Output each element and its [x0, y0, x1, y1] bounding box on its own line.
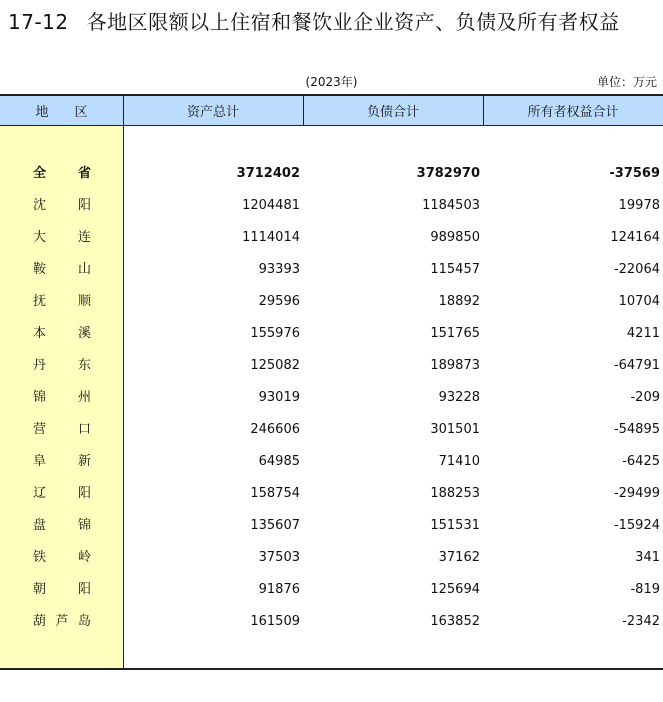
table-row — [0, 606, 663, 638]
assets-cell: 91876 — [258, 582, 300, 597]
region-char: 锦 — [77, 518, 91, 533]
equity-cell: 19978 — [618, 198, 660, 213]
region-name — [33, 446, 91, 478]
region-char: 营 — [33, 422, 47, 437]
region-char: 阳 — [77, 486, 91, 501]
table-row — [0, 382, 663, 414]
assets-cell: 125082 — [250, 358, 300, 373]
header-region: 地 区 — [35, 104, 88, 120]
liabilities-cell: 18892 — [438, 294, 480, 309]
table-bottom-rule — [0, 668, 663, 670]
region-char: 省 — [77, 166, 91, 181]
header-assets: 资产总计 — [186, 104, 239, 120]
liabilities-cell: 93228 — [438, 390, 480, 405]
region-char: 辽 — [33, 486, 47, 501]
header-bottom-rule — [0, 125, 663, 126]
assets-cell: 29596 — [258, 294, 300, 309]
equity-cell: -22064 — [613, 262, 660, 277]
liabilities-cell: 37162 — [438, 550, 480, 565]
region-char: 盘 — [33, 518, 47, 533]
region-name — [33, 606, 91, 638]
equity-cell: 10704 — [618, 294, 660, 309]
header-liabilities: 负债合计 — [366, 104, 419, 120]
equity-cell: -37569 — [609, 166, 660, 181]
region-char: 铁 — [33, 550, 47, 565]
region-char: 新 — [77, 454, 91, 469]
assets-cell: 158754 — [250, 486, 300, 501]
liabilities-cell: 151531 — [430, 518, 480, 533]
liabilities-cell: 125694 — [430, 582, 480, 597]
region-name — [33, 286, 91, 318]
region-name — [33, 318, 91, 350]
region-char: 全 — [33, 166, 47, 181]
region-name — [33, 350, 91, 382]
region-name — [33, 478, 91, 510]
equity-cell: -819 — [630, 582, 660, 597]
header-equity: 所有者权益合计 — [527, 104, 619, 120]
region-char: 顺 — [77, 294, 91, 309]
column-divider — [303, 95, 304, 126]
region-name — [33, 190, 91, 222]
assets-cell: 93019 — [258, 390, 300, 405]
table-row — [0, 286, 663, 318]
assets-cell: 155976 — [250, 326, 300, 341]
table-row — [0, 254, 663, 286]
equity-cell: 341 — [635, 550, 660, 565]
region-char: 山 — [77, 262, 91, 277]
assets-cell: 37503 — [258, 550, 300, 565]
region-name — [33, 222, 91, 254]
assets-cell: 135607 — [250, 518, 300, 533]
region-char: 东 — [77, 358, 91, 373]
region-char: 口 — [77, 422, 91, 437]
region-char: 大 — [33, 230, 47, 245]
liabilities-cell: 115457 — [430, 262, 480, 277]
region-char: 芦 — [55, 614, 69, 629]
table-row — [0, 510, 663, 542]
assets-cell: 1114014 — [242, 230, 300, 245]
region-char: 阳 — [77, 198, 91, 213]
year-label: (2023年) — [305, 75, 358, 89]
table-row — [0, 478, 663, 510]
equity-cell: 4211 — [626, 326, 660, 341]
region-char: 本 — [33, 326, 47, 341]
region-char: 连 — [77, 230, 91, 245]
equity-cell: -15924 — [613, 518, 660, 533]
liabilities-cell: 989850 — [430, 230, 480, 245]
assets-cell: 161509 — [250, 614, 300, 629]
region-char: 阳 — [77, 582, 91, 597]
unit-label: 单位：万元 — [596, 75, 657, 89]
column-divider — [483, 95, 484, 126]
equity-cell: 124164 — [610, 230, 660, 245]
page-title — [8, 6, 620, 35]
liabilities-cell: 71410 — [438, 454, 480, 469]
region-char: 葫 — [33, 614, 47, 629]
table-row — [0, 222, 663, 254]
liabilities-cell: 163852 — [430, 614, 480, 629]
table-row — [0, 190, 663, 222]
table-row — [0, 350, 663, 382]
region-char: 朝 — [33, 582, 47, 597]
liabilities-cell: 301501 — [430, 422, 480, 437]
equity-cell: -209 — [630, 390, 660, 405]
region-name — [33, 510, 91, 542]
region-char: 州 — [77, 390, 91, 405]
region-char: 鞍 — [33, 262, 47, 277]
table-row — [0, 574, 663, 606]
region-name — [33, 254, 91, 286]
table-number: 17-12 — [8, 10, 69, 34]
table-row — [0, 158, 663, 190]
table-row — [0, 318, 663, 350]
region-name — [33, 158, 91, 190]
region-char: 抚 — [33, 294, 47, 309]
assets-cell: 93393 — [258, 262, 300, 277]
assets-cell: 3712402 — [236, 166, 300, 181]
assets-cell: 64985 — [258, 454, 300, 469]
table-title: 各地区限额以上住宿和餐饮业企业资产、负债及所有者权益 — [86, 10, 620, 34]
liabilities-cell: 189873 — [430, 358, 480, 373]
region-char: 溪 — [77, 326, 91, 341]
region-name — [33, 414, 91, 446]
liabilities-cell: 3782970 — [416, 166, 480, 181]
region-name — [33, 542, 91, 574]
region-char: 阜 — [33, 454, 47, 469]
liabilities-cell: 1184503 — [422, 198, 480, 213]
assets-cell: 246606 — [250, 422, 300, 437]
table-row — [0, 414, 663, 446]
assets-cell: 1204481 — [242, 198, 300, 213]
equity-cell: -64791 — [613, 358, 660, 373]
region-name — [33, 574, 91, 606]
equity-cell: -54895 — [613, 422, 660, 437]
region-char: 岭 — [77, 550, 91, 565]
region-char: 锦 — [33, 390, 47, 405]
region-char: 岛 — [77, 614, 91, 629]
equity-cell: -6425 — [622, 454, 660, 469]
liabilities-cell: 151765 — [430, 326, 480, 341]
equity-cell: -29499 — [613, 486, 660, 501]
table-top-rule — [0, 94, 663, 96]
equity-cell: -2342 — [622, 614, 660, 629]
table-row — [0, 542, 663, 574]
region-char: 沈 — [33, 198, 47, 213]
region-name — [33, 382, 91, 414]
region-char: 丹 — [33, 358, 47, 373]
table-row — [0, 446, 663, 478]
liabilities-cell: 188253 — [430, 486, 480, 501]
